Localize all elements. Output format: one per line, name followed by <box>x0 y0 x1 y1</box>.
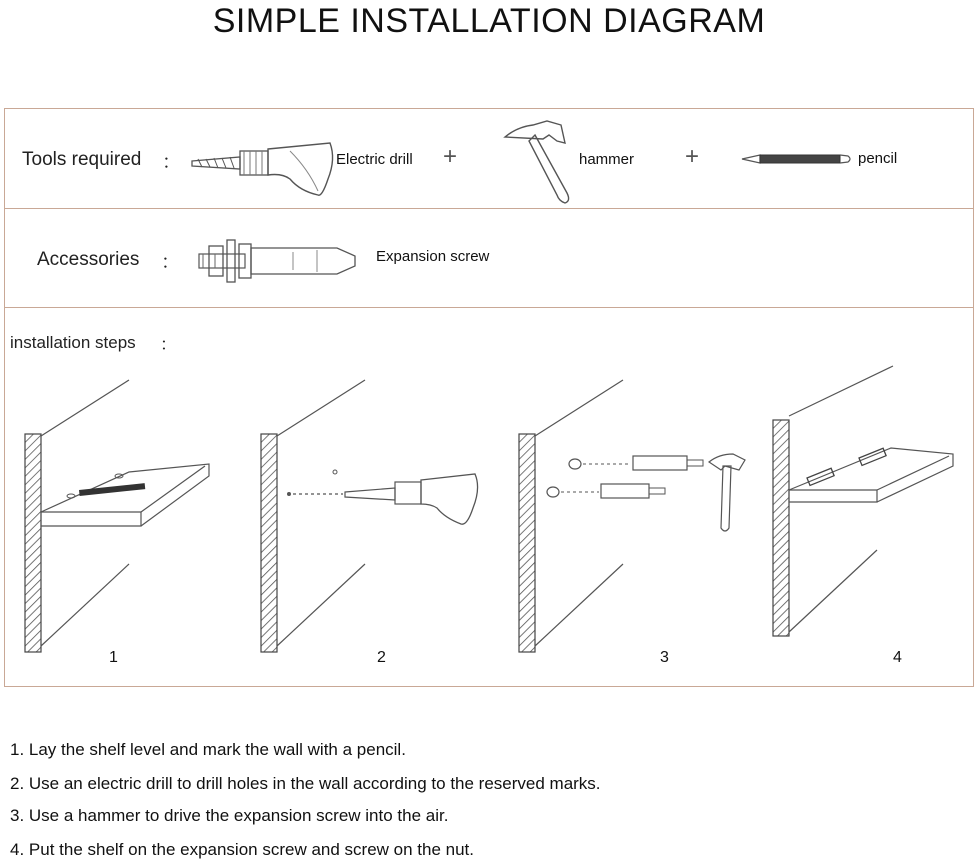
accessory-name: Expansion screw <box>376 248 490 265</box>
step-number: 4 <box>893 649 902 666</box>
step-3-illustration <box>513 380 753 652</box>
instruction-2: 2. Use an electric drill to drill holes in the wall according to the reserved marks. <box>10 774 601 793</box>
instruction-4: 4. Put the shelf on the expansion screw and screw on the nut. <box>10 840 475 859</box>
tools-colon: ： <box>162 152 182 173</box>
accessories-row <box>4 208 974 308</box>
tools-row <box>4 108 974 209</box>
steps-label: installation steps <box>10 333 136 352</box>
expansion-screw-icon <box>197 236 357 286</box>
step-2-illustration <box>255 380 485 652</box>
step-number: 1 <box>109 649 118 666</box>
tool-name-hammer: hammer <box>579 151 635 168</box>
steps-colon: ： <box>160 335 177 354</box>
steps-panel <box>4 307 974 687</box>
step-number: 3 <box>660 649 669 666</box>
step-1-illustration <box>19 380 219 652</box>
tool-name-drill: Electric drill <box>336 151 413 168</box>
accessories-colon: ： <box>161 252 181 273</box>
page-title: SIMPLE INSTALLATION DIAGRAM <box>212 2 766 40</box>
plus-sign: + <box>685 143 700 170</box>
pencil-icon <box>742 152 852 166</box>
step-4-illustration <box>767 366 972 652</box>
drill-icon <box>190 139 335 199</box>
hammer-icon <box>503 117 575 203</box>
instruction-1: 1. Lay the shelf level and mark the wall with a pencil. <box>10 740 406 759</box>
tools-label: Tools required <box>22 149 142 170</box>
accessories-label: Accessories <box>37 249 140 270</box>
tool-name-pencil: pencil <box>858 150 898 167</box>
plus-sign: + <box>443 143 458 170</box>
instruction-3: 3. Use a hammer to drive the expansion screw into the air. <box>10 806 449 825</box>
step-number: 2 <box>377 649 386 666</box>
